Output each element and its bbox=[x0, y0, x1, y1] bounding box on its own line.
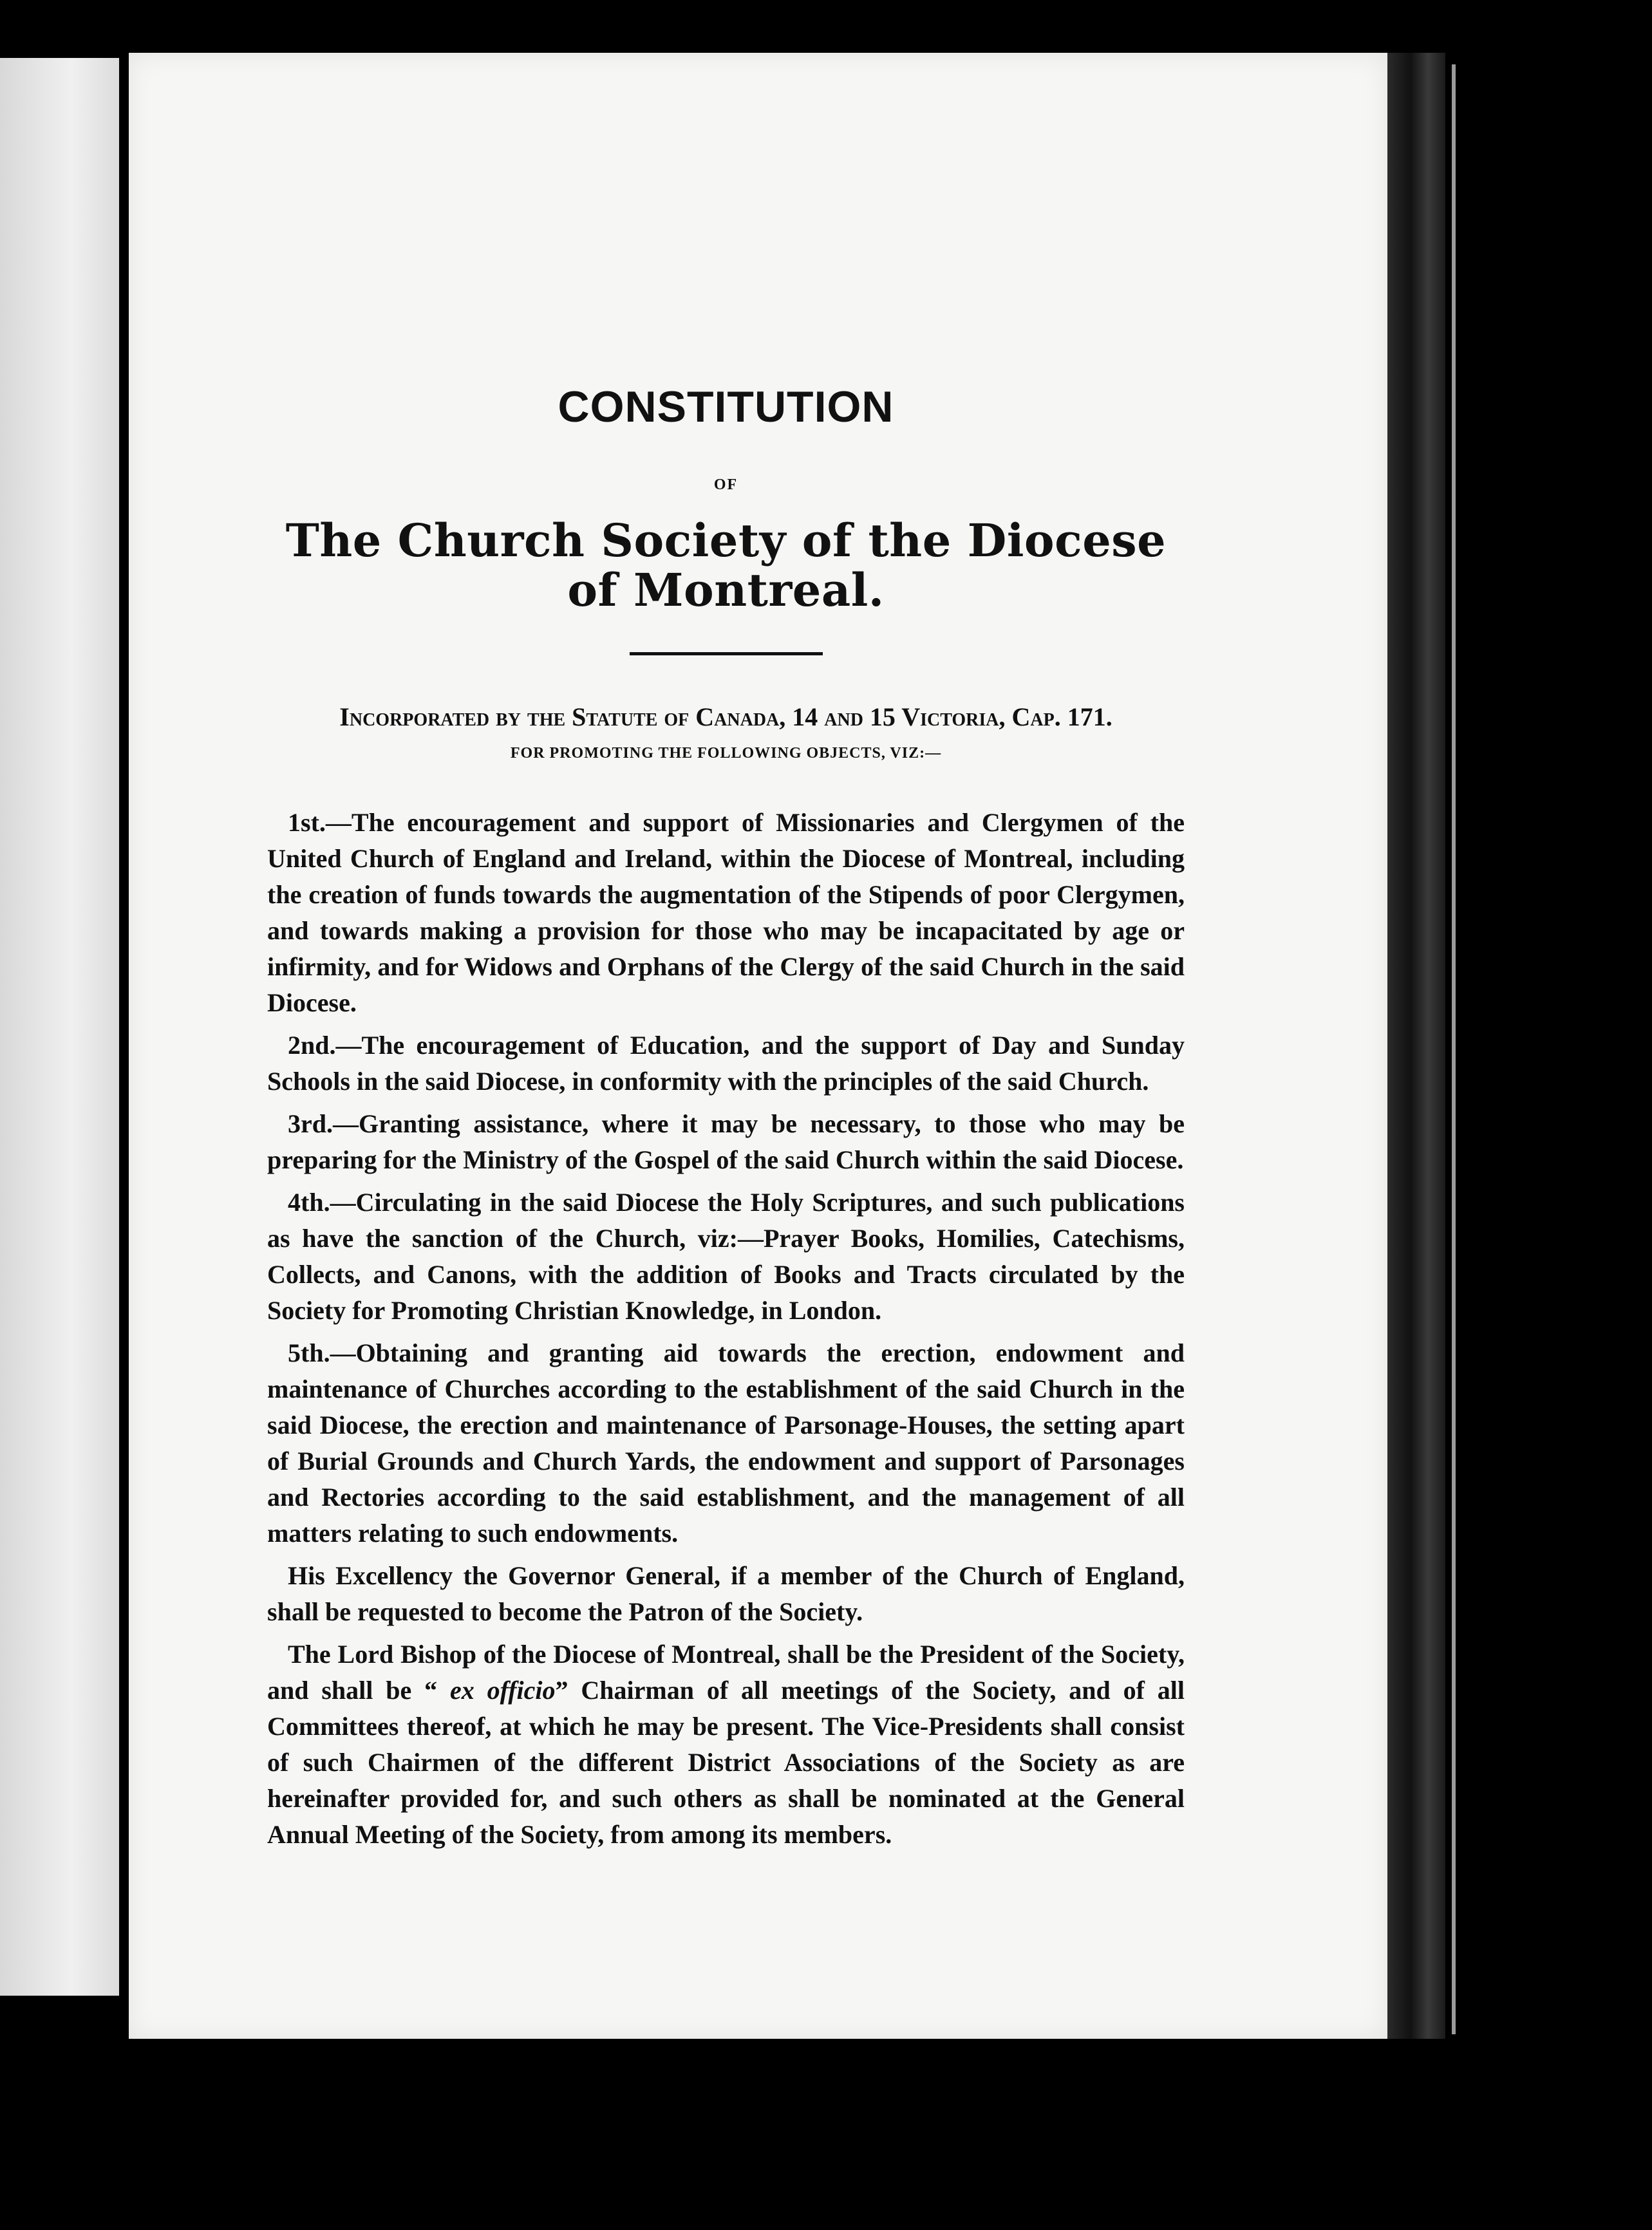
facing-page bbox=[0, 58, 119, 1996]
paragraph-3rd: 3rd.—Granting assistance, where it may be necessary, to those who may be preparing for the Ministry of the Gospel of the said Church within the said Diocese. bbox=[267, 1109, 1185, 1174]
page-content bbox=[267, 383, 1185, 1853]
of-label: OF bbox=[713, 476, 738, 493]
page-edge-highlight bbox=[1452, 64, 1456, 2034]
book-gutter bbox=[119, 0, 129, 2230]
ex-officio-text: ex officio bbox=[450, 1675, 556, 1705]
paragraph-1st: 1st.—The encouragement and support of Missionaries and Clergymen of the United Church of England and Ireland, within the Diocese of Montreal, including the creation of funds towards the augmentation of the Stipends of poor Clergymen, and towards making a provision for those who may be incapacitated by age or infirmity, and for Widows and Orphans of the Clergy of the said Church in the said Diocese. bbox=[267, 807, 1185, 1017]
paragraph-president: The Lord Bishop of the Diocese of Montreal, shall be the President of the Society, and shall be “ ex officio” Chairman of all meetings of the Society, and of all Committees thereof, at which he may be present. The Vice-Presidents shall consist of such Chairmen of the different District Associations of the Society as are hereinafter provided for, and such others as shall be nominated at the General Annual Meeting of the Society, from among its members. bbox=[267, 1639, 1185, 1849]
paragraph-2nd: 2nd.—The encouragement of Education, and the support of Day and Sunday Schools in the said Diocese, in conformity with the principles of the said Church. bbox=[267, 1030, 1185, 1096]
paragraph-5th: 5th.—Obtaining and granting aid towards the erection, endowment and maintenance of Churches according to the establishment of the said Church in the said Diocese, the erection and maintenance of Parsonage-Houses, the setting apart of Burial Grounds and Church Yards, the endowment and support of Parsonages and Rectories according to the said establishment, and the management of all matters relating to such endowments. bbox=[267, 1338, 1185, 1548]
paragraph-4th: 4th.—Circulating in the said Diocese the Holy Scriptures, and such publications as have the sanction of the Church, viz:—Prayer Books, Homilies, Catechisms, Collects, and Canons, with the addition of Books and Tracts circulated by the Society for Promoting Christian Knowledge, in London. bbox=[267, 1187, 1185, 1325]
objects-heading: FOR PROMOTING THE FOLLOWING OBJECTS, VIZ:— bbox=[510, 744, 942, 762]
incorporation-line: Incorporated by the Statute of Canada, 14 and 15 Victoria, Cap. 171. bbox=[339, 702, 1112, 731]
page-edge bbox=[1387, 53, 1445, 2039]
title-rule bbox=[630, 652, 823, 655]
document-title: CONSTITUTION bbox=[558, 382, 894, 431]
paragraph-patron: His Excellency the Governor General, if a member of the Church of England, shall be requested to become the Patron of the Society. bbox=[267, 1560, 1185, 1626]
society-name: The Church Society of the Diocese of Montreal. bbox=[285, 513, 1167, 617]
